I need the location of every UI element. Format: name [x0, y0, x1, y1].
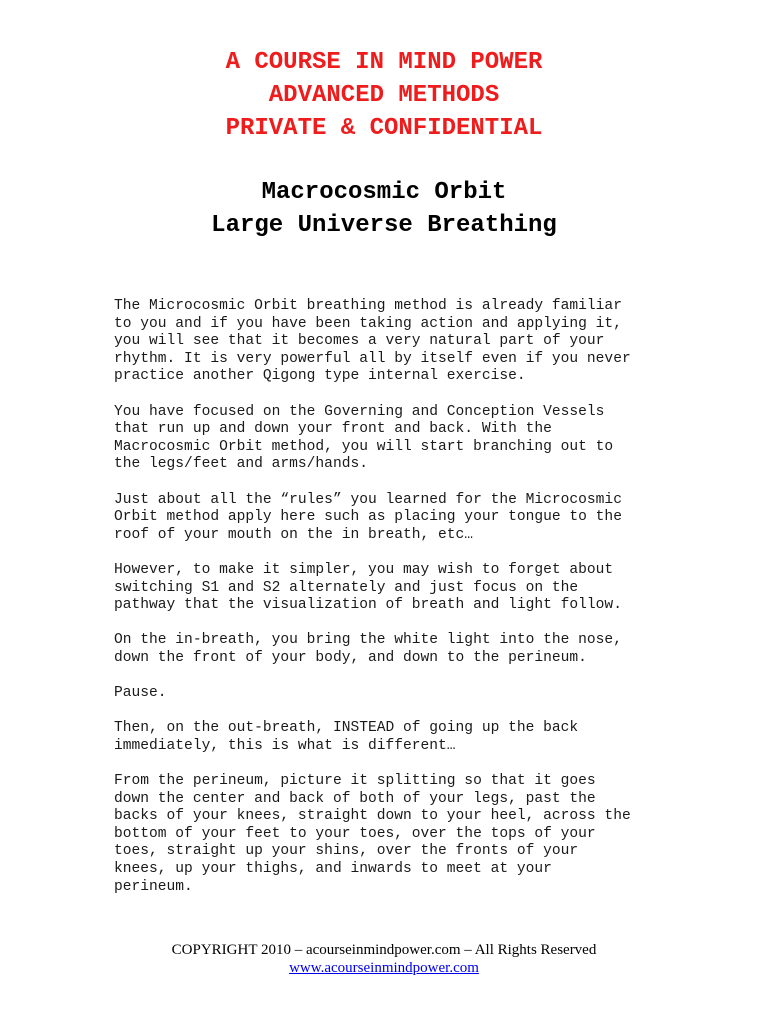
paragraph-rules: Just about all the “rules” you learned for the Microcosmic Orbit method apply here such as placing your tongue to the roof of your mouth on the in breath, etc… — [114, 491, 622, 543]
title-line-1: Macrocosmic Orbit — [261, 179, 507, 206]
paragraph-vessels: You have focused on the Governing and Conception Vessels that run up and down your front and back. With the Macrocosmic Orbit method, you will start branching out to the legs/feet and arms/hands. — [114, 403, 614, 473]
paragraph-perineum: From the perineum, picture it splitting so that it goes down the center and back of both of your legs, past the backs of your knees, straight down to your heel, across the bottom of your feet to your toes, over the tops of your toes, straight up your shins, over the fronts of your knees, up your thighs, and inwards to meet at your perineum. — [114, 773, 631, 895]
header-line-methods: ADVANCED METHODS — [268, 82, 500, 109]
paragraph-intro: The Microcosmic Orbit breathing method is already familiar to you and if you have been taking action and applying it, you will see that it becomes a very natural part of your rhythm. It is very powerful all by itself even if you never practice another Qigong type internal exercise. — [114, 298, 631, 385]
paragraph-simpler: However, to make it simpler, you may wish to forget about switching S1 and S2 alternately and just focus on the pathway that the visualization of breath and light follow. — [114, 561, 622, 614]
header-line-confidential: PRIVATE & CONFIDENTIAL — [225, 115, 543, 142]
course-header — [0, 46, 768, 145]
body-text — [114, 298, 754, 914]
page-footer — [0, 941, 768, 977]
copyright-text: COPYRIGHT 2010 – acourseinmindpower.com – All Rights Reserved — [171, 942, 597, 958]
title-line-2: Large Universe Breathing — [211, 212, 557, 239]
header-line-course: A COURSE IN MIND POWER — [225, 49, 543, 76]
website-link[interactable]: www.acourseinmindpower.com — [289, 960, 479, 976]
paragraph-pause: Pause. — [114, 685, 167, 702]
document-title — [0, 176, 768, 242]
paragraph-out-breath: Then, on the out-breath, INSTEAD of going up the back immediately, this is what is different… — [114, 720, 579, 754]
paragraph-in-breath: On the in-breath, you bring the white light into the nose, down the front of your body, and down to the perineum. — [114, 632, 622, 666]
